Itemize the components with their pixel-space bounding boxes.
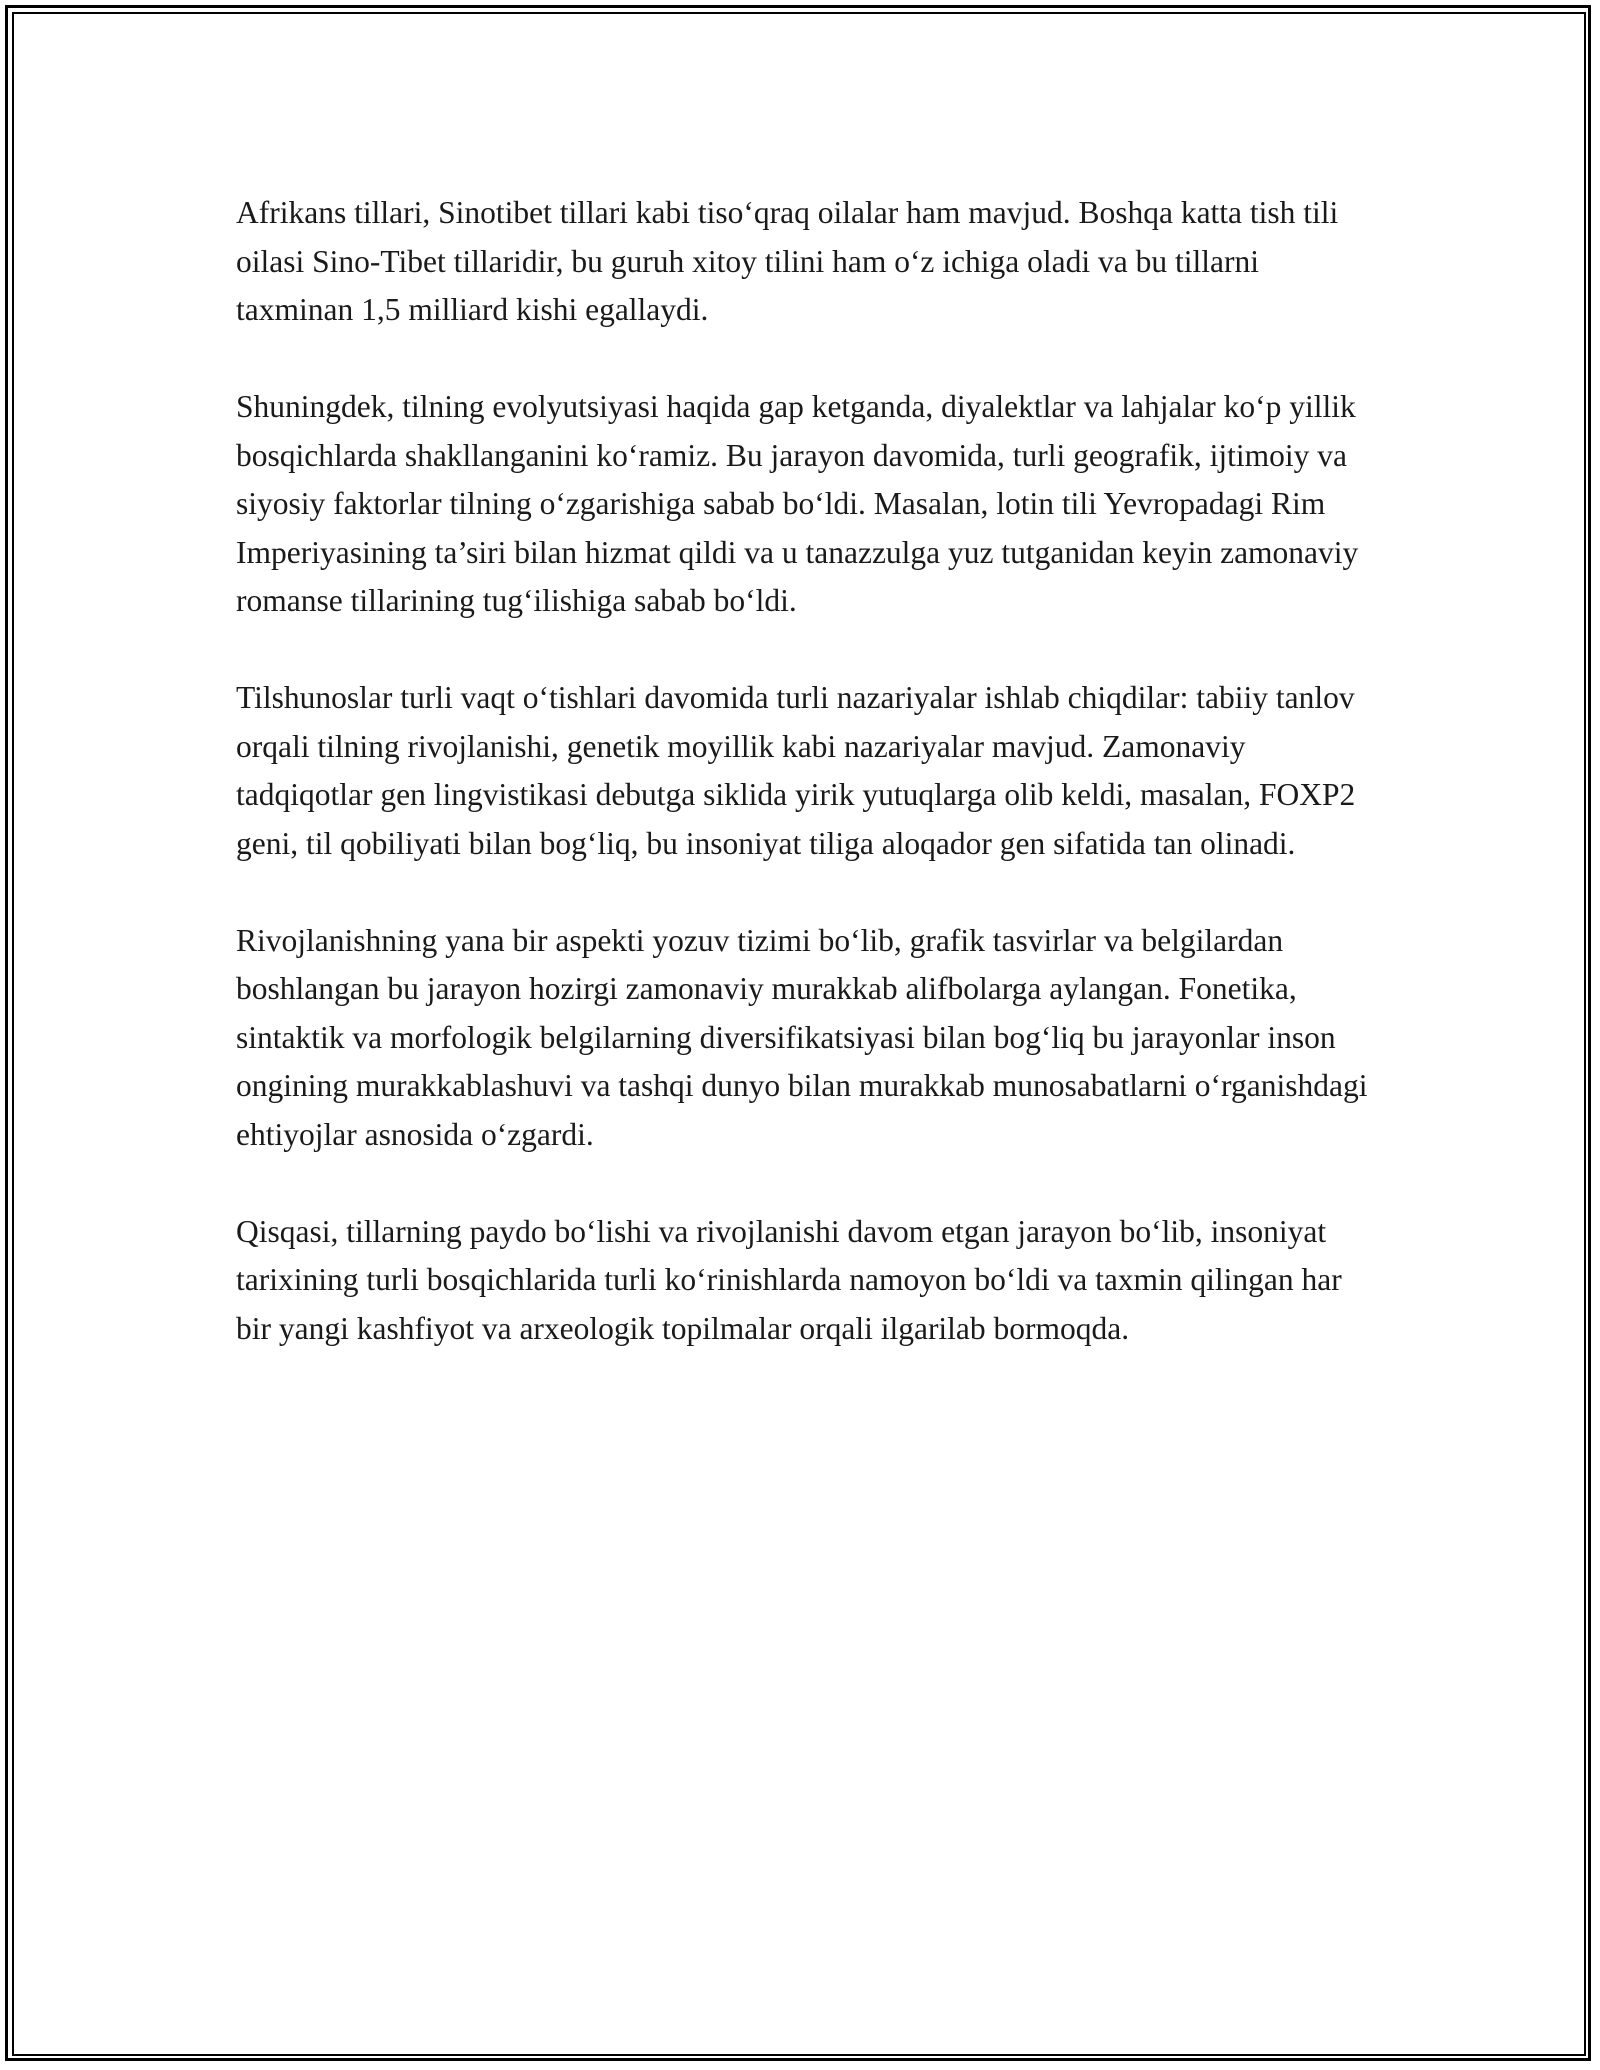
paragraph-2: Shuningdek, tilning evolyutsiyasi haqida gap ketganda, diyalektlar va lahjalar ko‘p yillik bosqichlarda shakllanganini ko‘ramiz. Bu jarayon davomida, turli geografik, ijtimoiy va siyosiy faktorlar tilning o‘zgarishiga sabab bo‘ldi. Masalan, lotin tili Yevropadagi Rim Imperiyasining ta’siri bilan hizmat qildi va u tanazzulga yuz tutganidan keyin zamonaviy romanse tillarining tug‘ilishiga sabab bo‘ldi. — [236, 389, 1359, 618]
paragraph-3: Tilshunoslar turli vaqt o‘tishlari davomida turli nazariyalar ishlab chiqdilar: tabiiy tanlov orqali tilning rivojlanishi, genetik moyillik kabi nazariyalar mavjud. Zamonaviy tadqiqotlar gen lingvistikasi debutga siklida yirik yutuqlarga olib keldi, masalan, FOXP2 geni, til qobiliyati bilan bog‘liq, bu insoniyat tiliga aloqador gen sifatida tan olinadi. — [236, 680, 1356, 861]
paragraph-5: Qisqasi, tillarning paydo bo‘lishi va rivojlanishi davom etgan jarayon bo‘lib, insoniyat tarixining turli bosqichlarida turli ko‘rinishlarda namoyon bo‘ldi va taxmin qilingan har bir yangi kashfiyot va arxeologik topilmalar orqali ilgarilab bormoqda. — [236, 1213, 1342, 1346]
document-body — [236, 189, 1376, 1353]
paragraph-1: Afrikans tillari, Sinotibet tillari kabi tiso‘qraq oilalar ham mavjud. Boshqa katta tish tili oilasi Sino-Tibet tillaridir, bu guruh xitoy tilini ham o‘z ichiga oladi va bu tillarni taxminan 1,5 milliard kishi egallaydi. — [236, 195, 1339, 327]
paragraph-4: Rivojlanishning yana bir aspekti yozuv tizimi bo‘lib, grafik tasvirlar va belgilardan boshlangan bu jarayon hozirgi zamonaviy murakkab alifbolarga aylangan. Fonetika, sintaktik va morfologik belgilarning diversifikatsiyasi bilan bog‘liq bu jarayonlar inson ongining murakkablashuvi va tashqi dunyo bilan murakkab munosabatlarni o‘rganishdagi ehtiyojlar asnosida o‘zgardi. — [236, 922, 1368, 1152]
